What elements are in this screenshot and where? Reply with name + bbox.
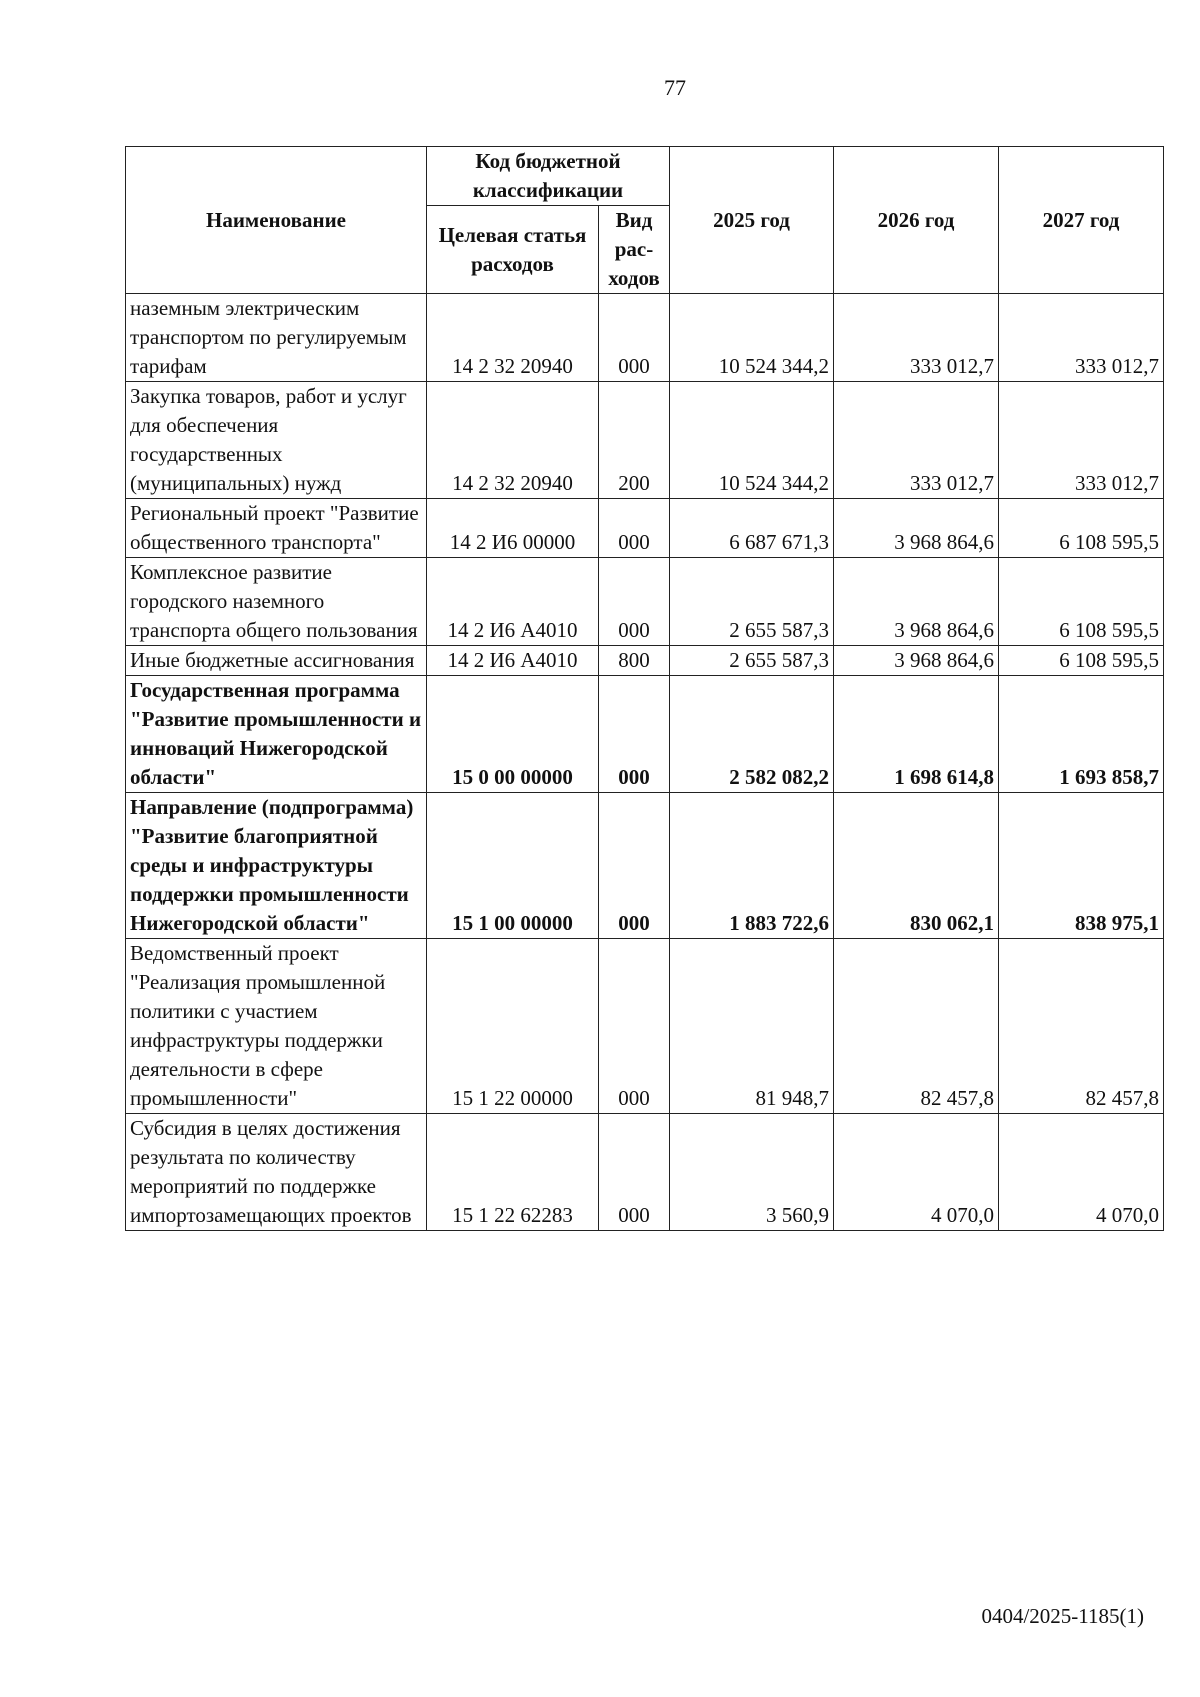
row-name-cell: Государственная программа "Развитие промышленности и инноваций Нижегородской области" [126, 676, 427, 793]
table-header [126, 147, 1164, 294]
header-name: Наименование [126, 147, 427, 294]
document-code: 0404/2025-1185(1) [981, 1604, 1144, 1628]
row-value-2026-cell: 3 968 864,6 [834, 646, 999, 676]
row-expense-type-cell: 000 [599, 939, 670, 1114]
row-value-2026-cell: 333 012,7 [834, 382, 999, 499]
row-value-2027-cell: 333 012,7 [999, 294, 1164, 382]
header-year-2026: 2026 год [834, 147, 999, 294]
row-value-2027-cell: 6 108 595,5 [999, 499, 1164, 558]
row-value-2027-cell: 6 108 595,5 [999, 646, 1164, 676]
row-expense-type-cell: 000 [599, 1114, 670, 1231]
row-target-article-cell: 14 2 И6 00000 [427, 499, 599, 558]
table-row [126, 793, 1164, 939]
row-expense-type-cell: 000 [599, 499, 670, 558]
table-row [126, 676, 1164, 793]
row-value-2026-cell: 3 968 864,6 [834, 558, 999, 646]
row-expense-type-cell: 000 [599, 294, 670, 382]
row-name-cell: Закупка товаров, работ и услуг для обеспечения государственных (муниципальных) нужд [126, 382, 427, 499]
table-row [126, 382, 1164, 499]
table-row [126, 294, 1164, 382]
row-expense-type-cell: 200 [599, 382, 670, 499]
row-target-article-cell: 14 2 32 20940 [427, 382, 599, 499]
row-expense-type-cell: 800 [599, 646, 670, 676]
table-row [126, 499, 1164, 558]
row-value-2025-cell: 10 524 344,2 [670, 382, 834, 499]
row-name-cell: Направление (подпрограмма) "Развитие благоприятной среды и инфраструктуры поддержки промышленности Нижегородской области" [126, 793, 427, 939]
row-target-article-cell: 15 1 22 00000 [427, 939, 599, 1114]
row-value-2025-cell: 2 655 587,3 [670, 558, 834, 646]
row-expense-type-cell: 000 [599, 793, 670, 939]
row-value-2026-cell: 3 968 864,6 [834, 499, 999, 558]
row-target-article-cell: 15 0 00 00000 [427, 676, 599, 793]
row-name-cell: Ведомственный проект "Реализация промышленной политики с участием инфраструктуры поддержки деятельности в сфере промышленности" [126, 939, 427, 1114]
row-name-cell: Комплексное развитие городского наземного транспорта общего пользования [126, 558, 427, 646]
row-value-2027-cell: 1 693 858,7 [999, 676, 1164, 793]
row-value-2026-cell: 4 070,0 [834, 1114, 999, 1231]
page-number: 77 [664, 75, 686, 100]
row-value-2025-cell: 2 655 587,3 [670, 646, 834, 676]
row-value-2025-cell: 3 560,9 [670, 1114, 834, 1231]
row-value-2025-cell: 6 687 671,3 [670, 499, 834, 558]
row-value-2026-cell: 82 457,8 [834, 939, 999, 1114]
row-value-2026-cell: 333 012,7 [834, 294, 999, 382]
table-row [126, 939, 1164, 1114]
table-row [126, 558, 1164, 646]
header-expense-type: Вид рас-ходов [599, 206, 670, 294]
table-row [126, 1114, 1164, 1231]
row-target-article-cell: 15 1 00 00000 [427, 793, 599, 939]
row-target-article-cell: 14 2 И6 А4010 [427, 646, 599, 676]
row-value-2025-cell: 10 524 344,2 [670, 294, 834, 382]
header-budget-code: Код бюджетной классификации [427, 147, 670, 206]
row-name-cell: наземным электрическим транспортом по регулируемым тарифам [126, 294, 427, 382]
table-body [126, 294, 1164, 1231]
header-target-article: Целевая статья расходов [427, 206, 599, 294]
row-target-article-cell: 14 2 32 20940 [427, 294, 599, 382]
row-value-2026-cell: 1 698 614,8 [834, 676, 999, 793]
row-value-2027-cell: 6 108 595,5 [999, 558, 1164, 646]
header-year-2027: 2027 год [999, 147, 1164, 294]
row-value-2027-cell: 838 975,1 [999, 793, 1164, 939]
row-value-2027-cell: 333 012,7 [999, 382, 1164, 499]
row-expense-type-cell: 000 [599, 558, 670, 646]
row-expense-type-cell: 000 [599, 676, 670, 793]
row-value-2025-cell: 2 582 082,2 [670, 676, 834, 793]
header-year-2025: 2025 год [670, 147, 834, 294]
row-name-cell: Субсидия в целях достижения результата по количеству мероприятий по поддержке импортозамещающих проектов [126, 1114, 427, 1231]
row-target-article-cell: 15 1 22 62283 [427, 1114, 599, 1231]
budget-table [125, 146, 1164, 1231]
row-name-cell: Региональный проект "Развитие общественного транспорта" [126, 499, 427, 558]
row-value-2026-cell: 830 062,1 [834, 793, 999, 939]
table-row [126, 646, 1164, 676]
row-value-2025-cell: 81 948,7 [670, 939, 834, 1114]
row-target-article-cell: 14 2 И6 А4010 [427, 558, 599, 646]
row-value-2025-cell: 1 883 722,6 [670, 793, 834, 939]
row-name-cell: Иные бюджетные ассигнования [126, 646, 427, 676]
row-value-2027-cell: 4 070,0 [999, 1114, 1164, 1231]
row-value-2027-cell: 82 457,8 [999, 939, 1164, 1114]
